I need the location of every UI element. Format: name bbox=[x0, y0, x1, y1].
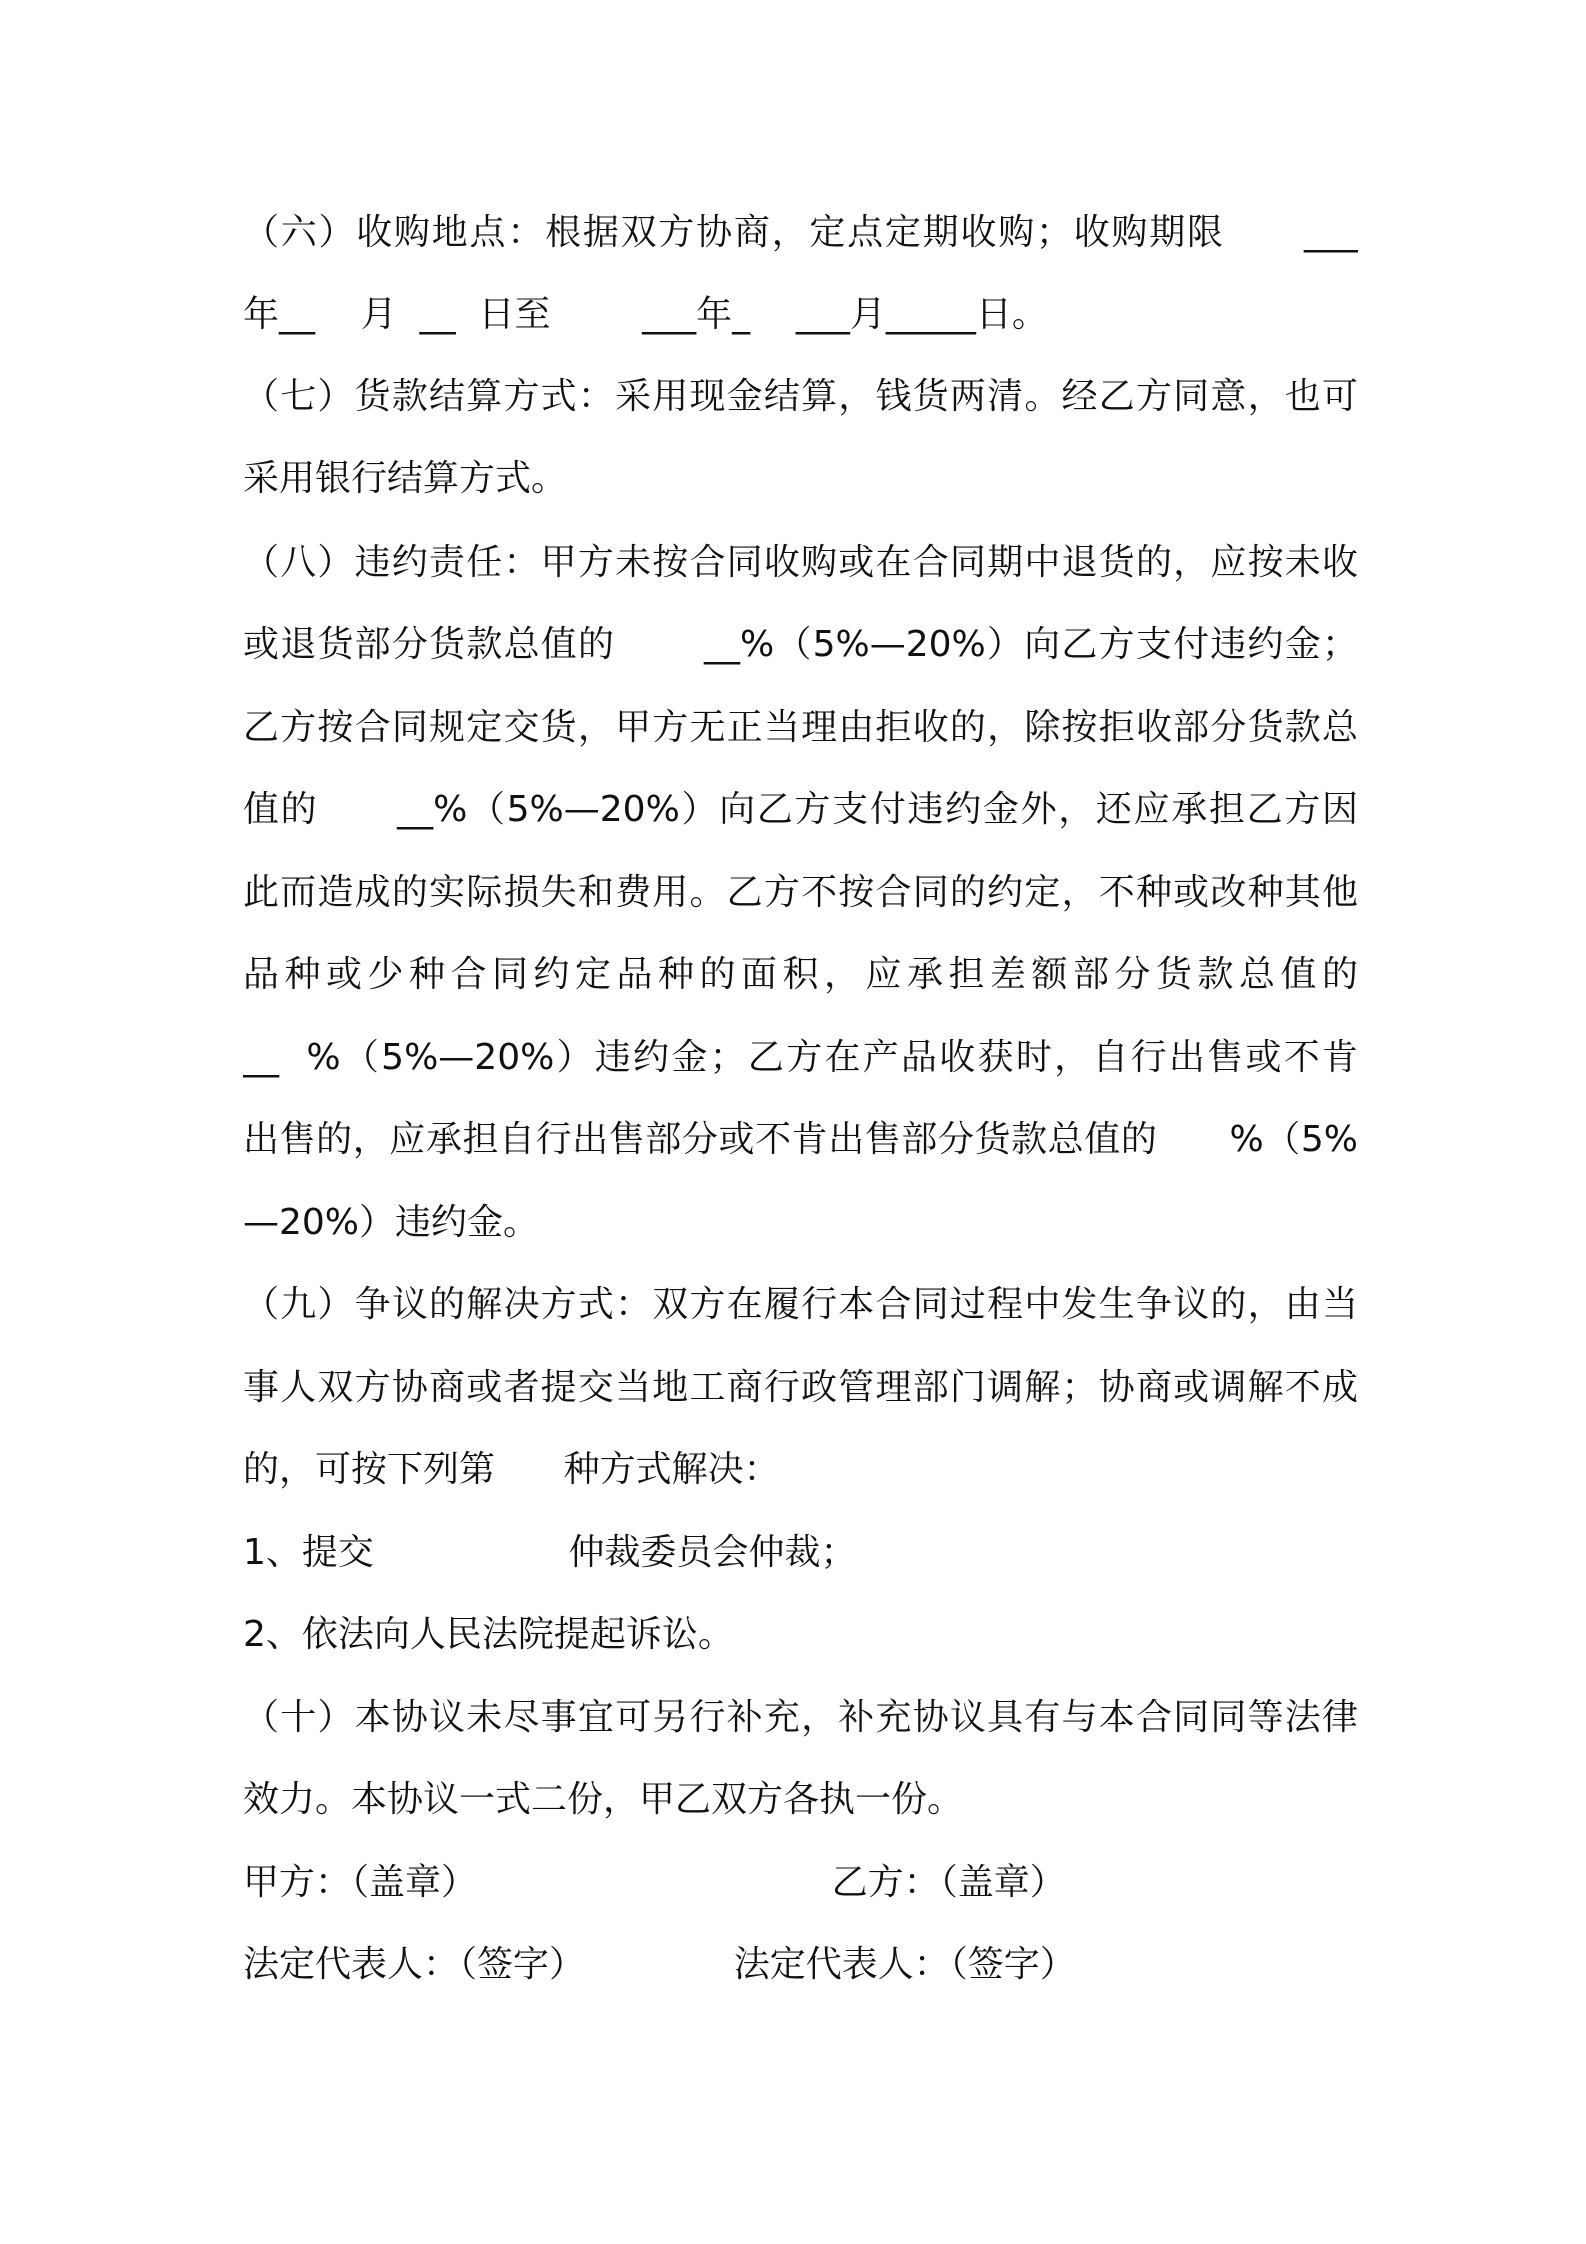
text-line: 乙方按合同规定交货，甲方无正当理由拒收的，除按拒收部分货款总 bbox=[243, 707, 1358, 748]
text-line: （九）争议的解决方式：双方在履行本合同过程中发生争议的，由当 bbox=[243, 1284, 1358, 1325]
signature-line-representative: 法定代表人：（签字） 法定代表人：（签字） bbox=[243, 1944, 1076, 1985]
text-line: 品种或少种合同约定品种的面积，应承担差额部分货款总值的 bbox=[243, 954, 1358, 995]
text-line: （六）收购地点：根据双方协商，定点定期收购；收购期限 ___ bbox=[243, 212, 1358, 253]
text-line: 此而造成的实际损失和费用。乙方不按合同的约定，不种或改种其他 bbox=[243, 872, 1358, 913]
text-line: 的，可按下列第 种方式解决： bbox=[243, 1449, 780, 1490]
signature-line-seal: 甲方：（盖章） 乙方：（盖章） bbox=[243, 1862, 1066, 1903]
text-line: （八）违约责任：甲方未按合同收购或在合同期中退货的，应按未收 bbox=[243, 542, 1358, 583]
text-line: （七）货款结算方式：采用现金结算，钱货两清。经乙方同意，也可 bbox=[243, 376, 1358, 417]
text-line: 采用银行结算方式。 bbox=[243, 458, 568, 499]
text-line: __ %（5%—20%）违约金；乙方在产品收获时，自行出售或不肯 bbox=[243, 1037, 1358, 1078]
text-line: —20%）违约金。 bbox=[243, 1202, 540, 1243]
text-line: 效力。本协议一式二份，甲乙双方各执一份。 bbox=[243, 1779, 964, 1820]
text-line: 1、提交 仲裁委员会仲裁； bbox=[243, 1532, 857, 1573]
text-line: 或退货部分货款总值的 __%（5%—20%）向乙方支付违约金； bbox=[243, 624, 1358, 665]
text-line: 年__ 月 __ 日至 ___年_ ___月_____日。 bbox=[243, 294, 1048, 335]
text-line: （十）本协议未尽事宜可另行补充，补充协议具有与本合同同等法律 bbox=[243, 1697, 1358, 1738]
text-line: 出售的，应承担自行出售部分或不肯出售部分货款总值的 %（5% bbox=[243, 1119, 1358, 1160]
text-line: 2、依法向人民法院提起诉讼。 bbox=[243, 1614, 734, 1655]
text-line: 事人双方协商或者提交当地工商行政管理部门调解；协商或调解不成 bbox=[243, 1367, 1358, 1408]
text-line: 值的 __%（5%—20%）向乙方支付违约金外，还应承担乙方因 bbox=[243, 789, 1358, 830]
